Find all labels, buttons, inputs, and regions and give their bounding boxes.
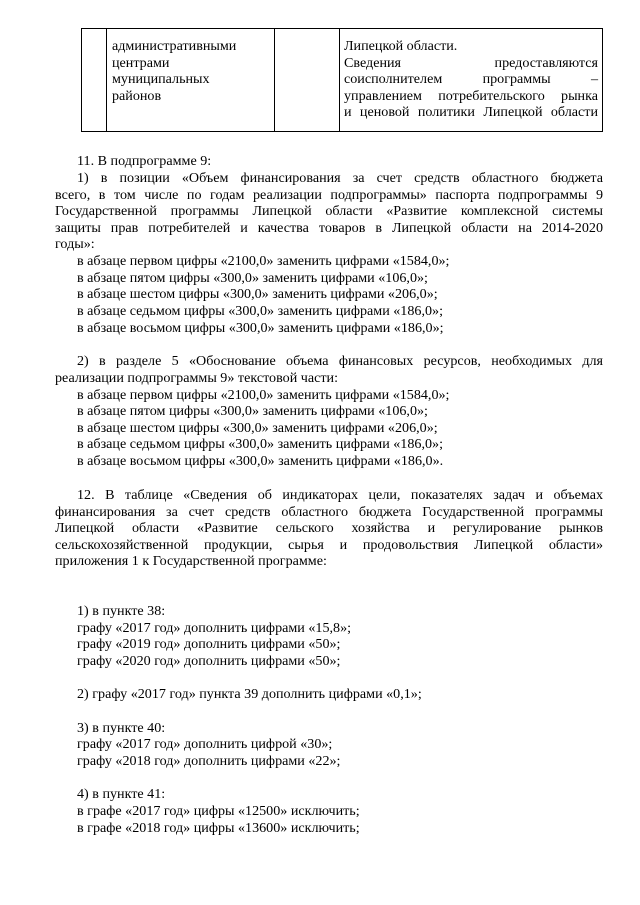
- paragraph-line: 1) в позиции «Объем финансирования за счет средств областного бюджета: [77, 170, 603, 186]
- list-item: графу «2017 год» дополнить цифрой «30»;: [77, 736, 333, 752]
- cell-line: административными: [112, 38, 237, 54]
- cell-line: центрами: [112, 54, 170, 71]
- table-cell-number: [82, 29, 107, 132]
- table-cell-description: [107, 29, 275, 132]
- paragraph-line: 12. В таблице «Сведения об индикаторах цели, показателях задач и объемах: [77, 487, 603, 503]
- cell-line: и ценовой политики Липецкой области: [344, 104, 598, 121]
- paragraph-line: 2) в разделе 5 «Обоснование объема финансовых ресурсов, необходимых для: [77, 353, 603, 369]
- table-cell-source: [340, 29, 603, 132]
- list-item: в абзаце восьмом цифры «300,0» заменить цифрами «186,0»;: [77, 320, 444, 336]
- continuation-table: [81, 28, 603, 132]
- list-item: в абзаце пятом цифры «300,0» заменить цифрами «106,0»;: [77, 403, 428, 419]
- list-item: графу «2020 год» дополнить цифрами «50»;: [77, 653, 341, 669]
- paragraph-line: сельскохозяйственной продукции, сырья и продовольствия Липецкой области»: [55, 536, 603, 553]
- list-item: в абзаце седьмом цифры «300,0» заменить цифрами «186,0»;: [77, 303, 443, 319]
- list-item: в абзаце седьмом цифры «300,0» заменить цифрами «186,0»;: [77, 436, 443, 452]
- cell-line: Липецкой области.: [344, 38, 458, 54]
- point-38-heading: 1) в пункте 38:: [77, 603, 166, 619]
- paragraph-line: реализации подпрограммы 9» текстовой части:: [55, 369, 338, 386]
- cell-line: Сведения предоставляются: [344, 54, 598, 71]
- paragraph-line: приложения 1 к Государственной программе:: [55, 553, 327, 570]
- paragraph-line: защиты прав потребителей и качества товаров в Липецкой области на 2014-2020: [55, 219, 603, 236]
- paragraph-line: всего, в том числе по годам реализации подпрограммы» паспорта подпрограммы 9: [55, 186, 603, 203]
- cell-line: управлением потребительского рынка: [344, 87, 598, 104]
- list-item: в графе «2018 год» цифры «13600» исключить;: [77, 820, 360, 836]
- list-item: графу «2018 год» дополнить цифрами «22»;: [77, 753, 341, 769]
- point-39-item: 2) графу «2017 год» пункта 39 дополнить цифрами «0,1»;: [77, 686, 422, 702]
- paragraph-line: годы»:: [55, 236, 95, 253]
- list-item: в абзаце пятом цифры «300,0» заменить цифрами «106,0»;: [77, 270, 428, 286]
- section-12-intro: [55, 487, 603, 570]
- paragraph-line: финансирования за счет средств областного бюджета Государственной программы: [55, 503, 603, 520]
- point-40-heading: 3) в пункте 40:: [77, 720, 166, 736]
- list-item: в абзаце первом цифры «2100,0» заменить цифрами «1584,0»;: [77, 253, 450, 269]
- list-item: в графе «2017 год» цифры «12500» исключить;: [77, 803, 360, 819]
- section-11-heading: 11. В подпрограмме 9:: [77, 153, 212, 169]
- section-11-item-1: [55, 170, 603, 253]
- point-41-heading: 4) в пункте 41:: [77, 786, 166, 802]
- list-item: в абзаце первом цифры «2100,0» заменить цифрами «1584,0»;: [77, 387, 450, 403]
- section-11-item-2: [55, 353, 603, 386]
- list-item: в абзаце шестом цифры «300,0» заменить цифрами «206,0»;: [77, 286, 438, 302]
- list-item: графу «2017 год» дополнить цифрами «15,8»;: [77, 620, 352, 636]
- cell-line: муниципальных: [112, 71, 210, 88]
- cell-line: районов: [112, 87, 162, 104]
- table-cell-unit: [275, 29, 340, 132]
- list-item: в абзаце шестом цифры «300,0» заменить цифрами «206,0»;: [77, 420, 438, 436]
- list-item: в абзаце восьмом цифры «300,0» заменить цифрами «186,0».: [77, 453, 444, 469]
- cell-line: соисполнителем программы –: [344, 71, 598, 88]
- table-row: [82, 29, 603, 132]
- paragraph-line: Государственной программы Липецкой области «Развитие комплексной системы: [55, 203, 603, 220]
- list-item: графу «2019 год» дополнить цифрами «50»;: [77, 636, 341, 652]
- paragraph-line: Липецкой области «Развитие сельского хозяйства и регулирование рынков: [55, 520, 603, 537]
